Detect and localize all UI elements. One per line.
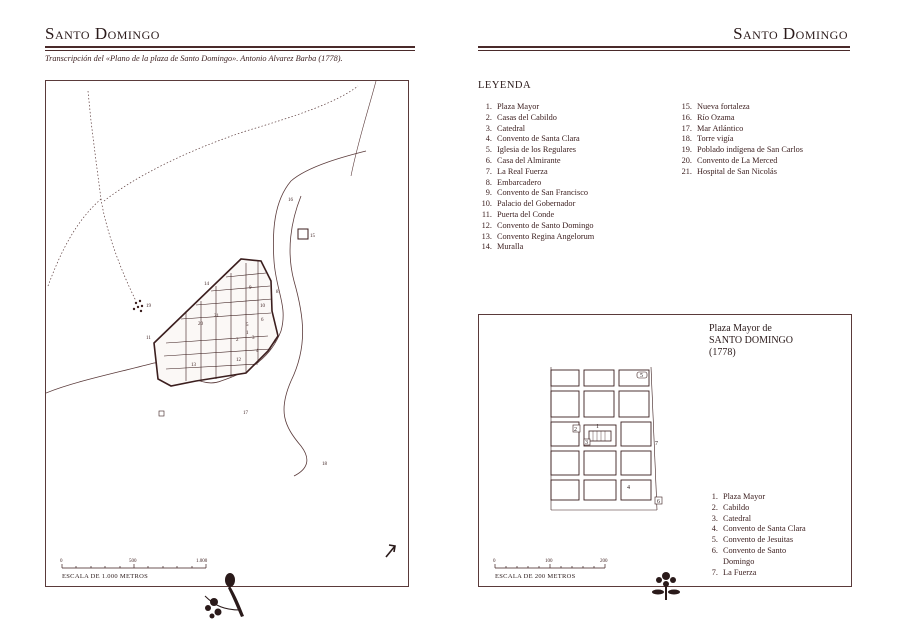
plaza-number-7: 7 (655, 441, 658, 447)
map-number-16: 16 (288, 198, 293, 203)
map-number-7: 7 (274, 340, 277, 345)
fortress (298, 229, 308, 239)
plaza-scale-label: ESCALA DE 200 METROS (495, 573, 576, 580)
plaza-legend-item: 3. Catedral (711, 513, 752, 523)
plaza-legend-item: 4. Convento de Santa Clara (711, 524, 806, 534)
plaza-number-2: 2 (574, 427, 577, 433)
plaza-legend-item: 2. Cabildo (711, 502, 750, 512)
map-number-17: 17 (243, 411, 248, 416)
legend-item: 5. Iglesia de los Regulares (485, 145, 577, 155)
plaza-legend-item: 6. Convento de Santo (711, 545, 787, 555)
map-number-13: 13 (191, 363, 196, 368)
map-number-8: 8 (276, 290, 279, 295)
map-number-10: 10 (260, 304, 265, 309)
flower-ornament-icon (646, 566, 686, 602)
plaza-scale-tick-200: 200 (600, 559, 608, 564)
scale-label: ESCALA DE 1.000 METROS (62, 573, 149, 580)
plaza-legend-item: 5. Convento de Jesuitas (711, 535, 794, 545)
scale-bar (62, 564, 206, 568)
city-map-frame (45, 80, 409, 587)
legend-item: 18. Torre vigía (681, 134, 734, 144)
header-rule-thin (478, 50, 850, 51)
scale-tick-500: 500 (129, 559, 137, 564)
legend-item: 13. Convento Regina Angelorum (481, 231, 595, 241)
legend-item: 10. Palacio del Gobernador (481, 199, 576, 209)
map-number-5: 5 (246, 323, 249, 328)
header-rule (45, 46, 415, 48)
map-number-21: 21 (214, 314, 219, 319)
map-number-9: 9 (249, 286, 252, 291)
cathedral (589, 431, 611, 441)
plaza-legend (708, 492, 806, 578)
legend-item: 20. Convento de La Merced (681, 155, 778, 165)
legend-item: 2. Casas del Cabildo (485, 112, 557, 122)
parrot-flower-ornament-icon (200, 566, 256, 622)
map-number-3: 3 (252, 336, 255, 341)
header-rule-thin (45, 50, 415, 51)
map-number-14: 14 (204, 282, 209, 287)
marker-square (159, 411, 164, 416)
plaza-number-3: 3 (585, 440, 588, 446)
legend-item: 17. Mar Atlántico (681, 123, 744, 133)
map-caption: Transcripción del «Plano de la plaza de Santo Domingo». Antonio Alvarez Barba (1778). (45, 54, 343, 63)
city-map (46, 81, 408, 586)
dotted-road (88, 91, 136, 301)
plaza-number-6: 6 (657, 499, 660, 505)
legend-title: LEYENDA (478, 80, 532, 91)
dotted-road (104, 86, 358, 201)
plaza-number-1: 1 (596, 424, 599, 430)
map-number-15: 15 (310, 234, 315, 239)
header-rule (478, 46, 850, 48)
map-number-6: 6 (261, 318, 264, 323)
plaza-number-4: 4 (627, 485, 630, 491)
legend-item: 19. Poblado indígena de San Carlos (681, 145, 803, 155)
legend-item: 1. Plaza Mayor (485, 102, 540, 111)
river-bank (284, 196, 307, 476)
legend-item: 3. Catedral (485, 123, 526, 133)
left-page-header: Santo Domingo (45, 24, 160, 43)
map-number-11: 11 (146, 336, 151, 341)
plaza-legend-item: 1. Plaza Mayor (711, 492, 766, 501)
legend-item: 15. Nueva fortaleza (681, 102, 750, 111)
legend-item: 16. Río Ozama (681, 112, 735, 122)
village-dots (133, 300, 143, 312)
map-number-2: 2 (236, 338, 239, 343)
legend-item: 7. La Real Fuerza (485, 166, 548, 176)
legend-item: 11. Puerta del Conde (481, 209, 555, 219)
legend-item: 9. Convento de San Francisco (485, 188, 589, 198)
legend-column-1 (478, 102, 594, 253)
plaza-legend-item: 7. La Fuerza (711, 567, 757, 577)
plaza-scale-tick-0: 0 (493, 559, 496, 564)
map-number-19: 19 (146, 304, 151, 309)
plaza-scale-bar (495, 564, 605, 568)
scale-tick-0: 0 (60, 559, 63, 564)
legend-item: 21. Hospital de San Nicolás (681, 166, 777, 176)
map-number-20: 20 (198, 322, 203, 327)
plaza-scale-tick-100: 100 (545, 559, 553, 564)
map-number-12: 12 (236, 358, 241, 363)
dotted-road (48, 199, 101, 286)
river-bank-far (351, 81, 376, 176)
legend-column-2 (678, 102, 803, 178)
map-number-1: 1 (246, 331, 249, 336)
map-number-18: 18 (322, 462, 327, 467)
scale-tick-1000: 1.000 (196, 559, 208, 564)
legend-item: 6. Casa del Almirante (485, 155, 561, 165)
right-page-header: Santo Domingo (733, 24, 848, 43)
north-arrow-icon (386, 545, 395, 557)
legend-item: 4. Convento de Santa Clara (485, 134, 580, 144)
legend-item: 14. Muralla (481, 242, 524, 252)
plaza-legend-item: Domingo (723, 556, 755, 566)
map-number-4: 4 (256, 349, 259, 354)
plaza-number-5: 5 (640, 373, 643, 379)
plaza-title: Plaza Mayor de SANTO DOMINGO (1778) (709, 323, 793, 358)
legend-item: 8. Embarcadero (485, 177, 542, 187)
legend-item: 12. Convento de Santo Domingo (481, 220, 594, 230)
right-page (450, 0, 900, 634)
